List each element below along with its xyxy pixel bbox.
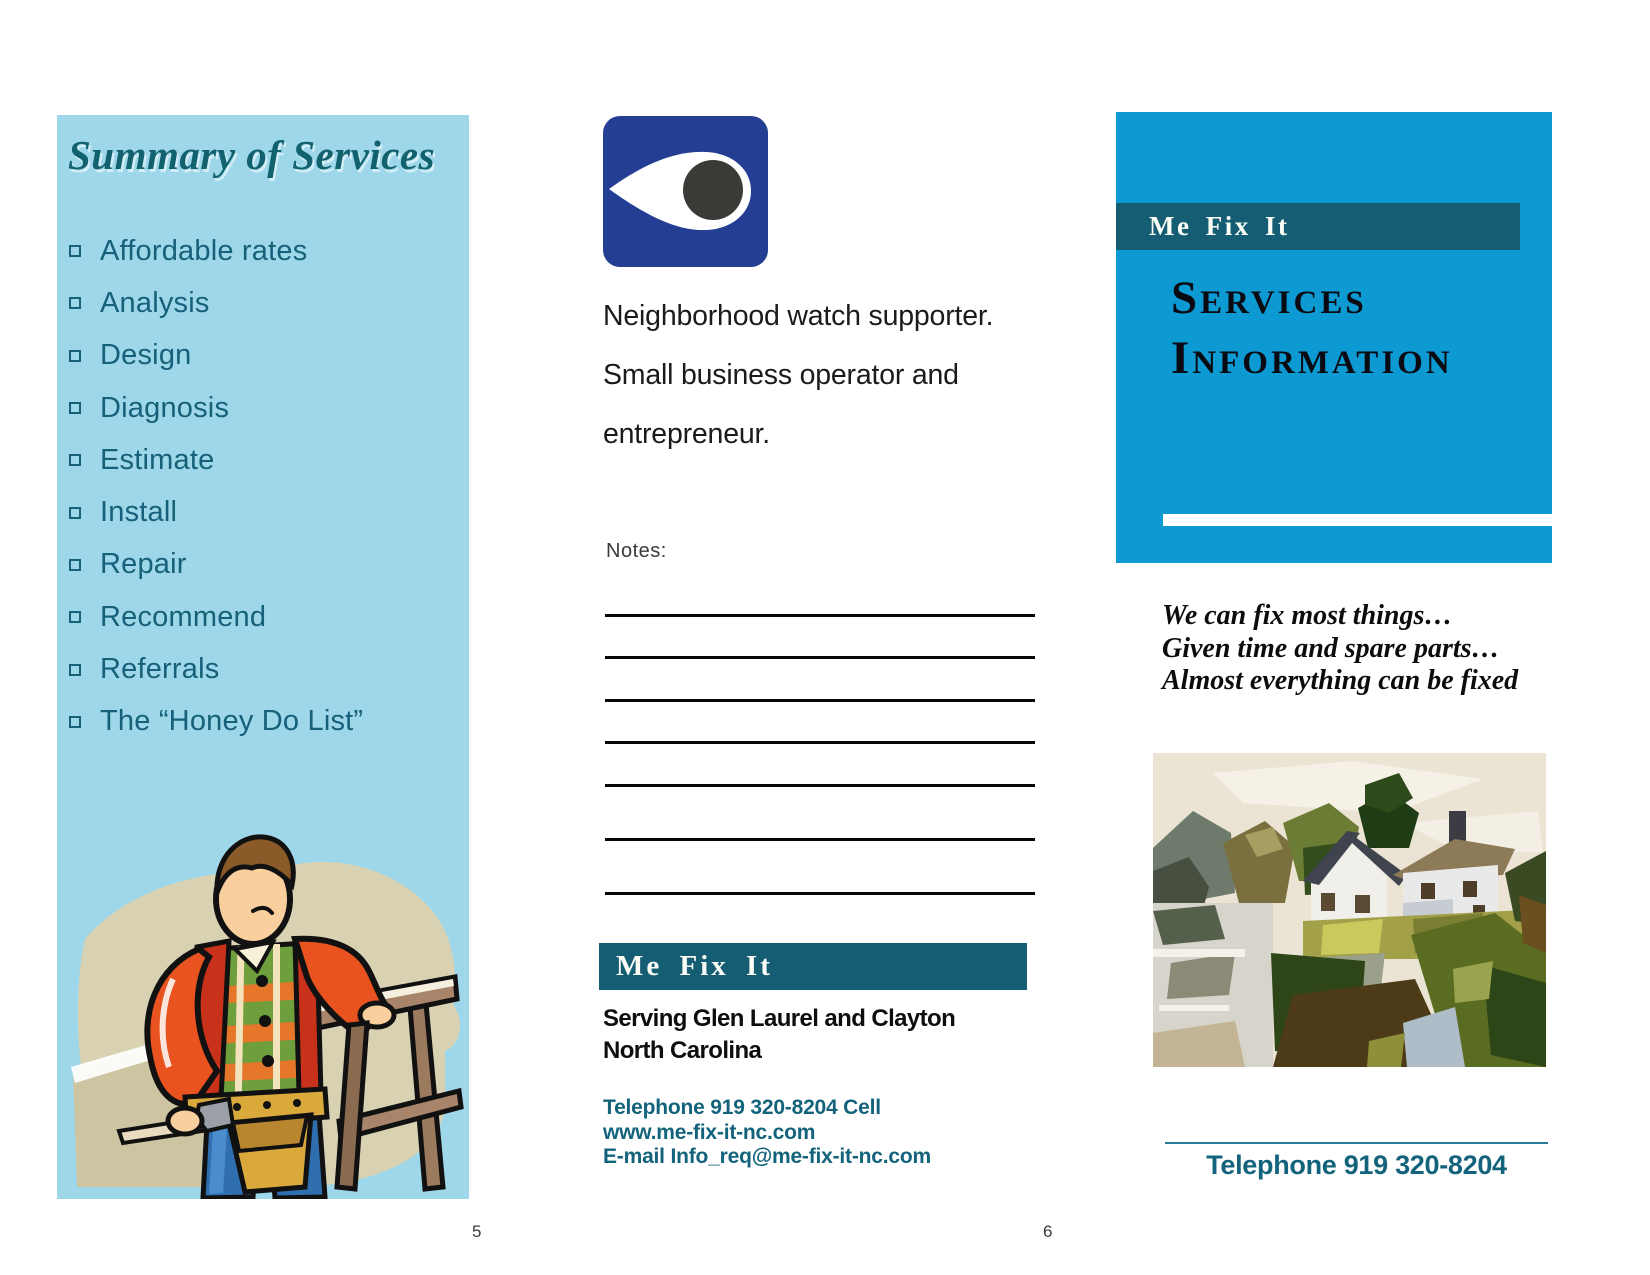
supporter-text (603, 287, 1023, 464)
accent-bar (1163, 514, 1552, 526)
supporter-line: entrepreneur. (603, 418, 770, 450)
company-banner: Me Fix It (1116, 203, 1520, 250)
list-item (67, 434, 459, 486)
note-line (605, 784, 1035, 787)
list-item (67, 330, 459, 382)
contact-info (603, 1096, 1033, 1170)
tagline-line: We can fix most things… (1162, 600, 1453, 631)
square-bullet-icon (69, 559, 81, 571)
list-item-label: Design (100, 339, 192, 372)
company-banner: Me Fix It (599, 943, 1027, 990)
square-bullet-icon (69, 454, 81, 466)
list-item-label: Diagnosis (100, 391, 230, 424)
page-number-left: 5 (472, 1222, 482, 1241)
list-item (67, 643, 459, 695)
list-item-label: Estimate (100, 443, 215, 476)
square-bullet-icon (69, 664, 81, 676)
contact-website-line: www.me-fix-it-nc.com (603, 1120, 816, 1144)
supporter-line: Small business operator and (603, 359, 959, 391)
list-item (67, 382, 459, 434)
square-bullet-icon (69, 611, 81, 623)
square-bullet-icon (69, 350, 81, 362)
summary-panel (57, 115, 469, 1199)
list-item-label: Repair (100, 548, 187, 581)
page-number-right: 6 (1043, 1222, 1053, 1241)
list-item-label: Recommend (100, 600, 267, 633)
note-line (605, 741, 1035, 744)
note-line (605, 838, 1035, 841)
list-item (67, 225, 459, 277)
brochure-title-line: Information (1171, 332, 1453, 384)
square-bullet-icon (69, 297, 81, 309)
cottage-scene-image (1153, 753, 1546, 1067)
list-item (67, 591, 459, 643)
list-item (67, 539, 459, 591)
list-item (67, 696, 459, 748)
brochure-title (1171, 268, 1551, 388)
serving-area-text (603, 1003, 1023, 1067)
serving-line: North Carolina (603, 1037, 762, 1064)
handyman-clipart (57, 799, 469, 1199)
supporter-line: Neighborhood watch supporter. (603, 300, 994, 332)
list-item-label: Affordable rates (100, 234, 308, 267)
list-item-label: Analysis (100, 286, 210, 319)
list-item-label: Install (100, 496, 178, 529)
phone-divider-rule (1165, 1142, 1548, 1144)
cover-phone-number: Telephone 919 320-8204 (1206, 1150, 1507, 1180)
note-line (605, 699, 1035, 702)
list-item (67, 277, 459, 329)
summary-title: Summary of Services (68, 132, 436, 178)
tagline-line: Given time and spare parts… (1162, 632, 1500, 664)
note-line (605, 892, 1035, 895)
brochure-title-line: Services (1171, 272, 1367, 324)
list-item-label: Referrals (100, 653, 220, 686)
square-bullet-icon (69, 716, 81, 728)
list-item (67, 486, 459, 538)
neighborhood-watch-eye-logo (603, 116, 768, 267)
serving-line: Serving Glen Laurel and Clayton (603, 1005, 956, 1032)
note-line (605, 614, 1035, 617)
square-bullet-icon (69, 507, 81, 519)
list-item-label: The “Honey Do List” (100, 705, 364, 738)
service-list (67, 225, 459, 748)
square-bullet-icon (69, 245, 81, 257)
note-line (605, 656, 1035, 659)
notes-label: Notes: (606, 540, 667, 562)
contact-email-line: E-mail Info_req@me-fix-it-nc.com (603, 1145, 931, 1168)
contact-phone-line: Telephone 919 320-8204 Cell (603, 1096, 881, 1119)
cover-title-box (1116, 112, 1552, 563)
tagline-text (1162, 600, 1582, 698)
tagline-line: Almost everything can be fixed (1162, 665, 1519, 696)
square-bullet-icon (69, 402, 81, 414)
